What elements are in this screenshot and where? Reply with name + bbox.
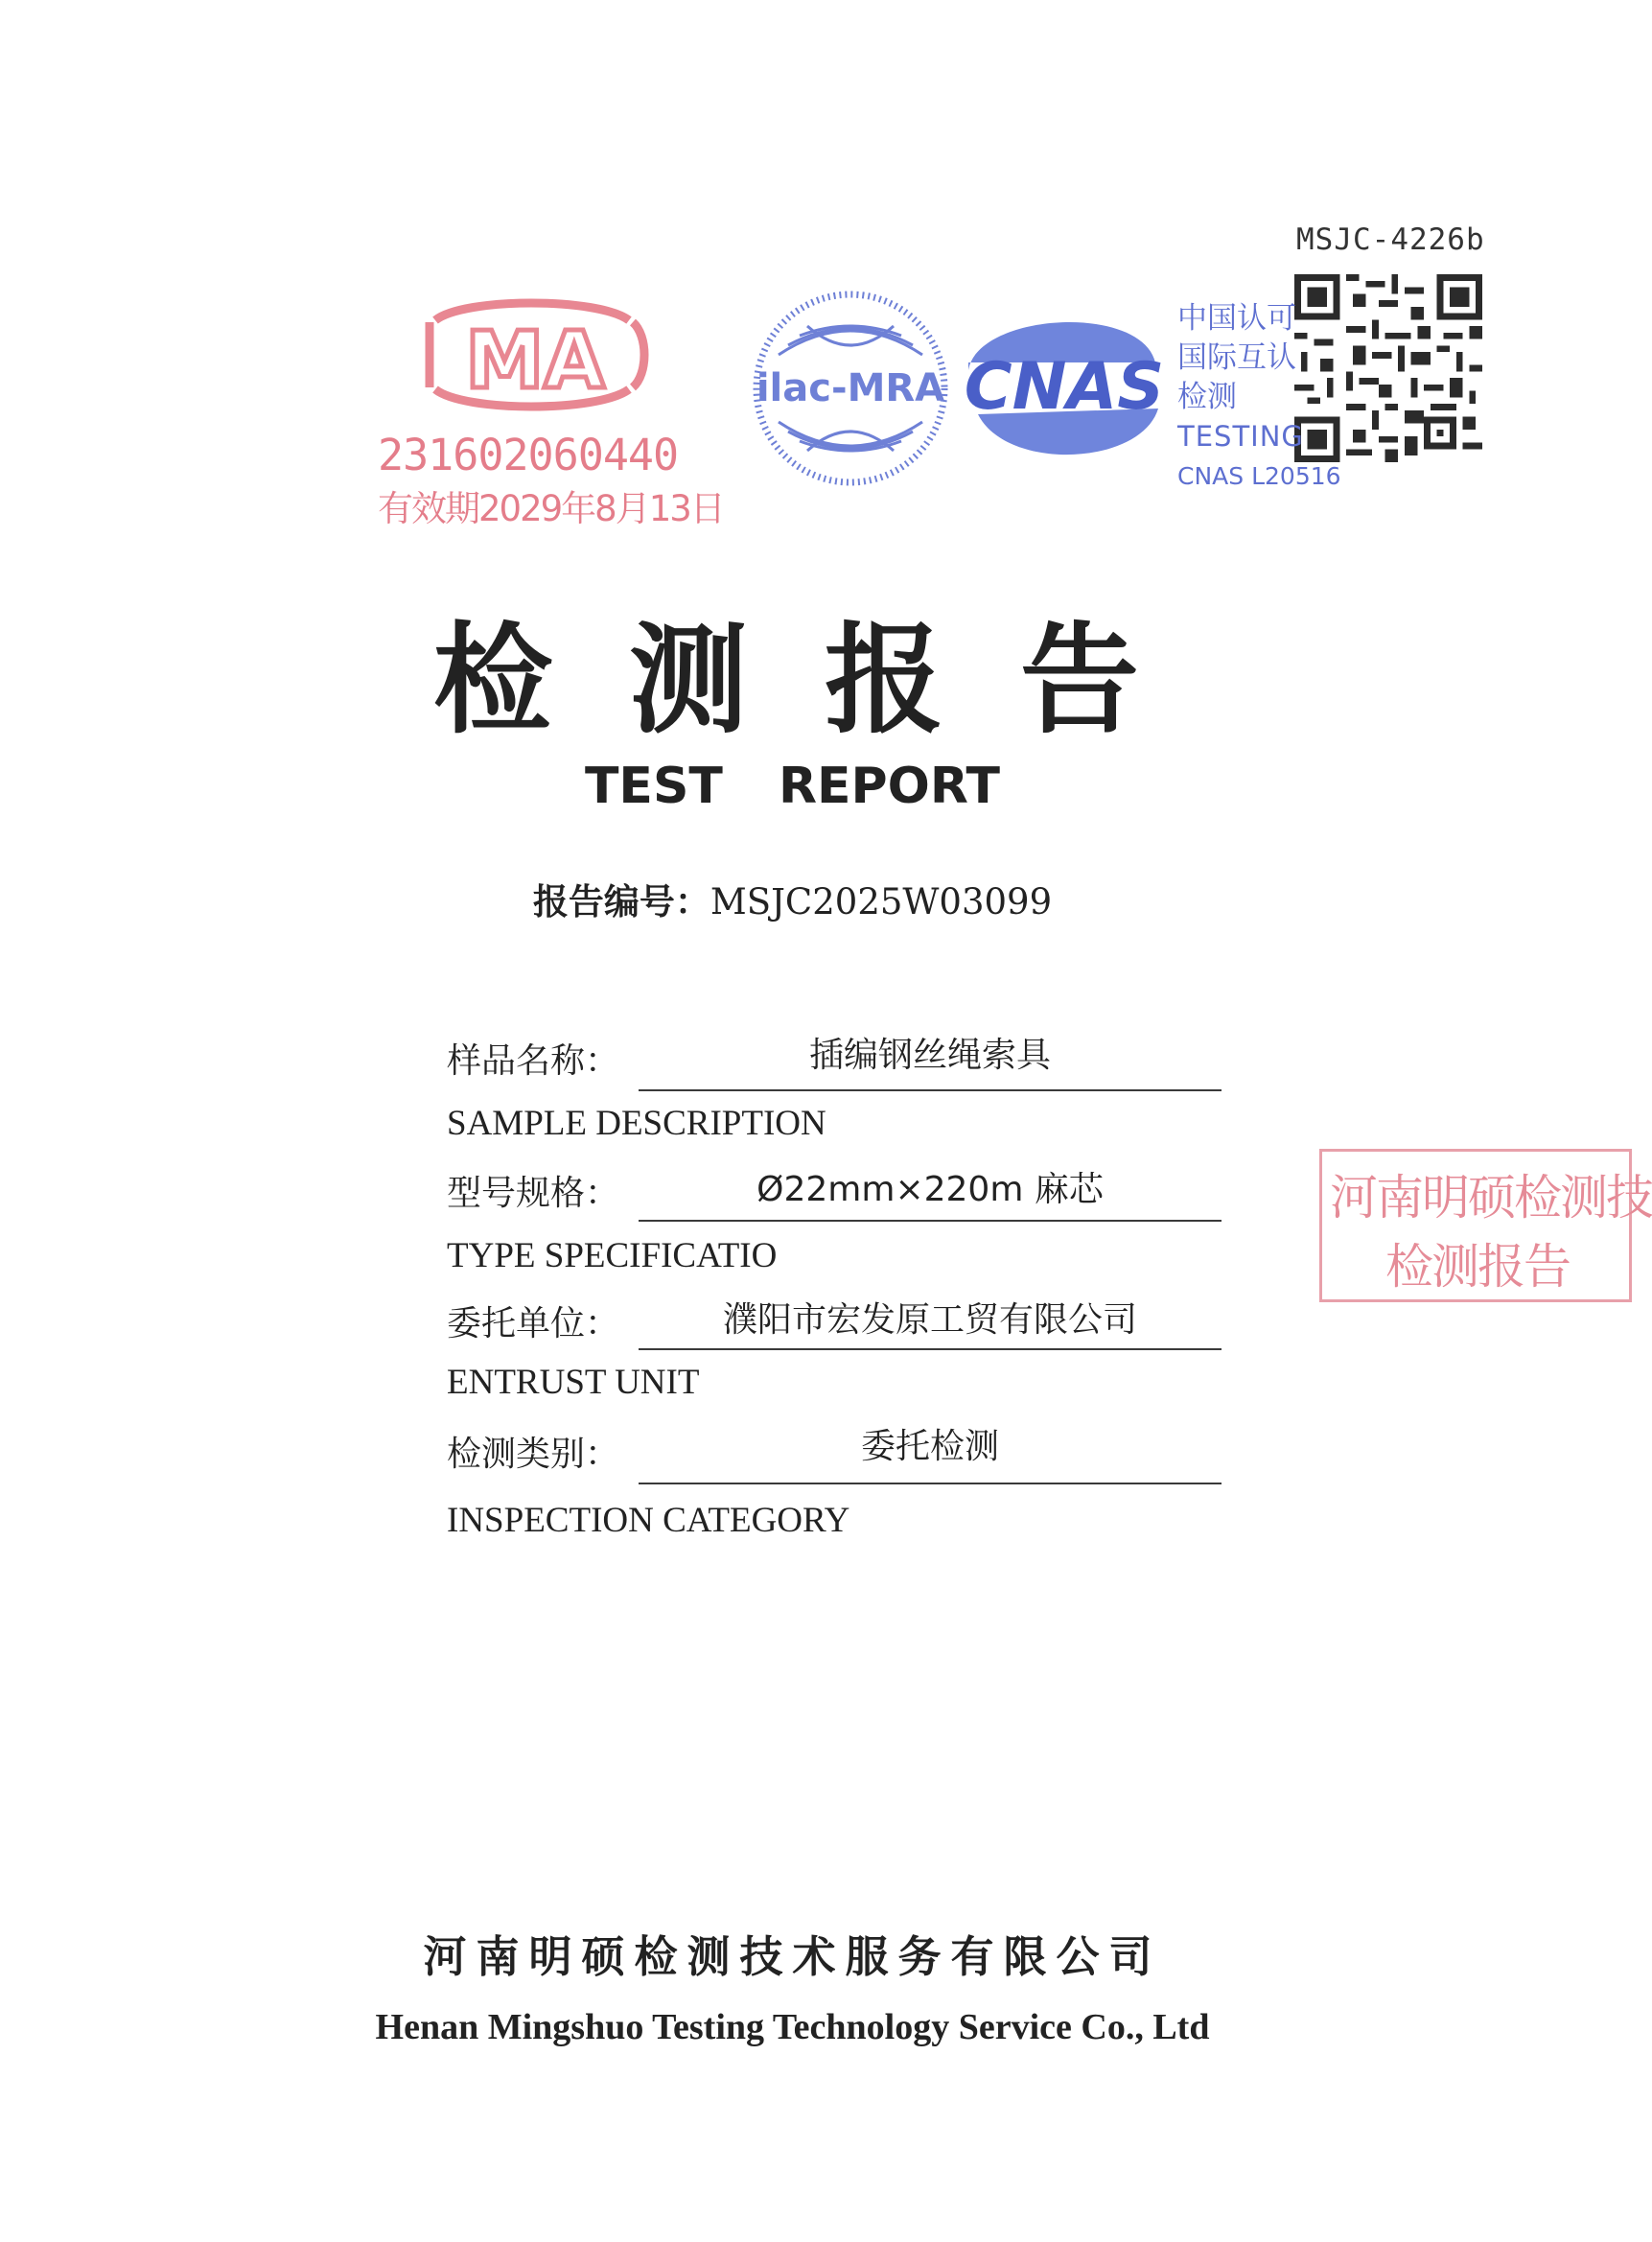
company-name-en: Henan Mingshuo Testing Technology Service Co., Ltd <box>375 2007 1210 2047</box>
svg-text:MA: MA <box>465 315 605 407</box>
company-name-cn: 河南明硕检测技术服务有限公司 <box>423 1931 1162 1982</box>
report-number <box>0 873 1585 924</box>
report-title-cn: 检测报告 <box>432 611 1216 750</box>
entrust-unit-value: 濮阳市宏发原工贸有限公司 <box>722 1300 1137 1340</box>
type-spec-label-en: TYPE SPECIFICATIO <box>447 1236 778 1275</box>
svg-text:CNAS: CNAS <box>964 349 1165 425</box>
report-title-en: TEST REPORT <box>584 758 1001 815</box>
cma-validity: 有效期2029年8月13日 <box>378 488 724 529</box>
inspection-category-label: 检测类别： <box>447 1435 620 1474</box>
cnas-line-1: 中国认可 <box>1177 301 1296 336</box>
inspection-category-value: 委托检测 <box>860 1427 999 1466</box>
seal-line-1: 河南明硕检测技 <box>1330 1170 1652 1226</box>
cnas-line-3: 检测 <box>1177 380 1237 414</box>
cnas-line-2: 国际互认 <box>1177 340 1296 375</box>
type-spec-underline <box>639 1220 1222 1222</box>
cma-logo-icon <box>407 288 656 422</box>
type-spec-label: 型号规格： <box>447 1174 620 1213</box>
document-code: MSJC-4226b <box>1296 222 1485 257</box>
cma-certification-stamp <box>368 288 724 529</box>
cnas-logo-icon <box>949 303 1179 476</box>
entrust-unit-underline <box>639 1348 1222 1350</box>
inspection-category-label-en: INSPECTION CATEGORY <box>447 1501 850 1540</box>
entrust-unit-label-en: ENTRUST UNIT <box>447 1363 700 1402</box>
cma-number: 231602060440 <box>378 430 679 480</box>
ilac-mra-logo-icon <box>750 288 951 489</box>
report-number-value: MSJC2025W03099 <box>710 881 1053 922</box>
cnas-testing: TESTING <box>1177 420 1304 453</box>
cnas-accreditation-text <box>1177 299 1341 496</box>
sample-name-underline <box>639 1089 1222 1091</box>
entrust-unit-label: 委托单位： <box>447 1304 620 1343</box>
inspection-category-underline <box>639 1483 1222 1484</box>
cnas-code: CNAS L20516 <box>1177 462 1341 490</box>
type-spec-value: Ø22mm×220m 麻芯 <box>756 1170 1104 1209</box>
sample-name-label: 样品名称： <box>447 1041 620 1081</box>
company-seal-stamp <box>1319 1149 1652 1302</box>
sample-name-value: 插编钢丝绳索具 <box>808 1036 1051 1075</box>
seal-line-2: 检测报告 <box>1385 1239 1570 1295</box>
report-number-label: 报告编号： <box>532 881 710 922</box>
svg-text:ilac-MRA: ilac-MRA <box>756 366 945 410</box>
sample-name-label-en: SAMPLE DESCRIPTION <box>447 1104 826 1143</box>
